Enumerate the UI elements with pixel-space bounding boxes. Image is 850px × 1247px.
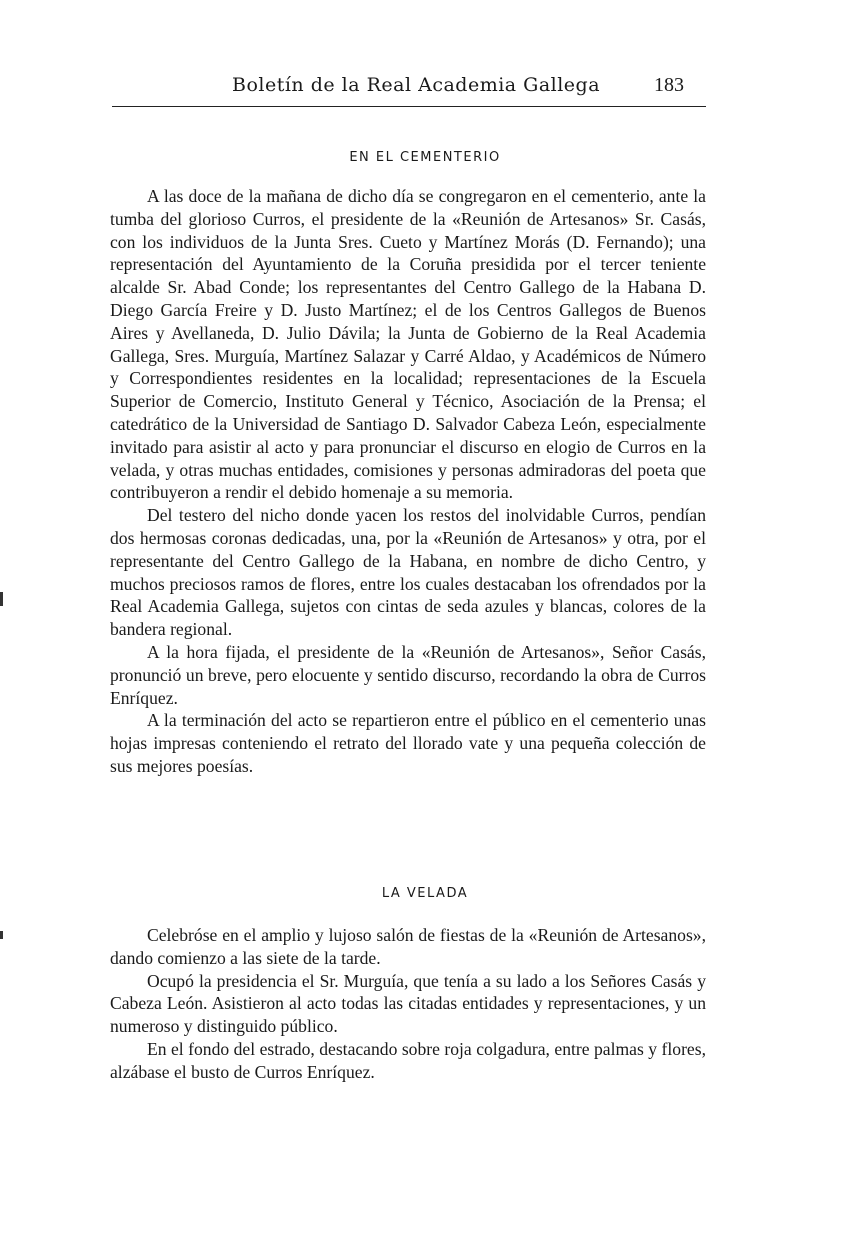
section-body-velada [110, 924, 706, 1084]
paragraph: En el fondo del estrado, destacando sobre roja colgadura, entre palmas y flores, alzábase el busto de Curros Enríquez. [110, 1038, 706, 1082]
page-number: 183 [654, 74, 684, 96]
paragraph: Del testero del nicho donde yacen los restos del inolvidable Curros, pendían dos hermosas coronas dedicadas, una, por la «Reunión de Artesanos» y otra, por el representante del Centro Gallego de la Habana, en nombre de dicho Centro, y muchos preciosos ramos de flores, entre los cuales destacaban los ofrendados por la Real Academia Gallega, sujetos con cintas de seda azules y blancas, colores de la bandera regional. [110, 505, 706, 640]
paragraph: A las doce de la mañana de dicho día se congregaron en el cementerio, ante la tumba del glorioso Curros, el presidente de la «Reunión de Artesanos» Sr. Casás, con los individuos de la Junta Sres. Cueto y Martínez Morás (D. Fernando); una representación del Ayuntamiento de la Coruña presidida por el tercer teniente alcalde Sr. Abad Conde; los representantes del Centro Gallego de la Habana D. Diego García Freire y D. Justo Martínez; el de los Centros Gallegos de Buenos Aires y Avellaneda, D. Julio Dávila; la Junta de Gobierno de la Real Academia Gallega, Sres. Murguía, Martínez Salazar y Carré Aldao, y Académicos de Número y Correspondientes residentes en la localidad; representaciones de la Escuela Superior de Comercio, Instituto General y Técnico, Asociación de la Prensa; el catedrático de la Universidad de Santiago D. Salvador Cabeza León, especialmente invitado para asistir al acto y para pronunciar el discurso en elogio de Curros en la velada, y otras muchas entidades, comisiones y personas admiradoras del poeta que contribuyeron a rendir el debido homenaje a su memoria. [110, 186, 706, 503]
scan-mark [0, 931, 3, 939]
paragraph: A la hora fijada, el presidente de la «Reunión de Artesanos», Señor Casás, pronunció un breve, pero elocuente y sentido discurso, recordando la obra de Curros Enríquez. [110, 641, 706, 708]
scan-mark [0, 592, 3, 606]
section-body-cementerio [110, 185, 706, 778]
section-heading-velada: LA VELADA [381, 886, 469, 901]
section-heading-cementerio: EN EL CEMENTERIO [349, 150, 501, 165]
paragraph: Celebróse en el amplio y lujoso salón de fiestas de la «Reunión de Artesanos», dando comienzo a las siete de la tarde. [110, 925, 706, 968]
page-header [112, 74, 706, 104]
paragraph: Ocupó la presidencia el Sr. Murguía, que tenía a su lado a los Señores Casás y Cabeza León. Asistieron al acto todas las citadas entidades y representaciones, y un numeroso y distinguido público. [110, 970, 706, 1037]
running-title: Boletín de la Real Academia Gallega [232, 74, 601, 96]
header-rule [112, 106, 706, 107]
paragraph: A la terminación del acto se repartieron entre el público en el cementerio unas hojas impresas conteniendo el retrato del llorado vate y una pequeña colección de sus mejores poesías. [110, 710, 706, 776]
